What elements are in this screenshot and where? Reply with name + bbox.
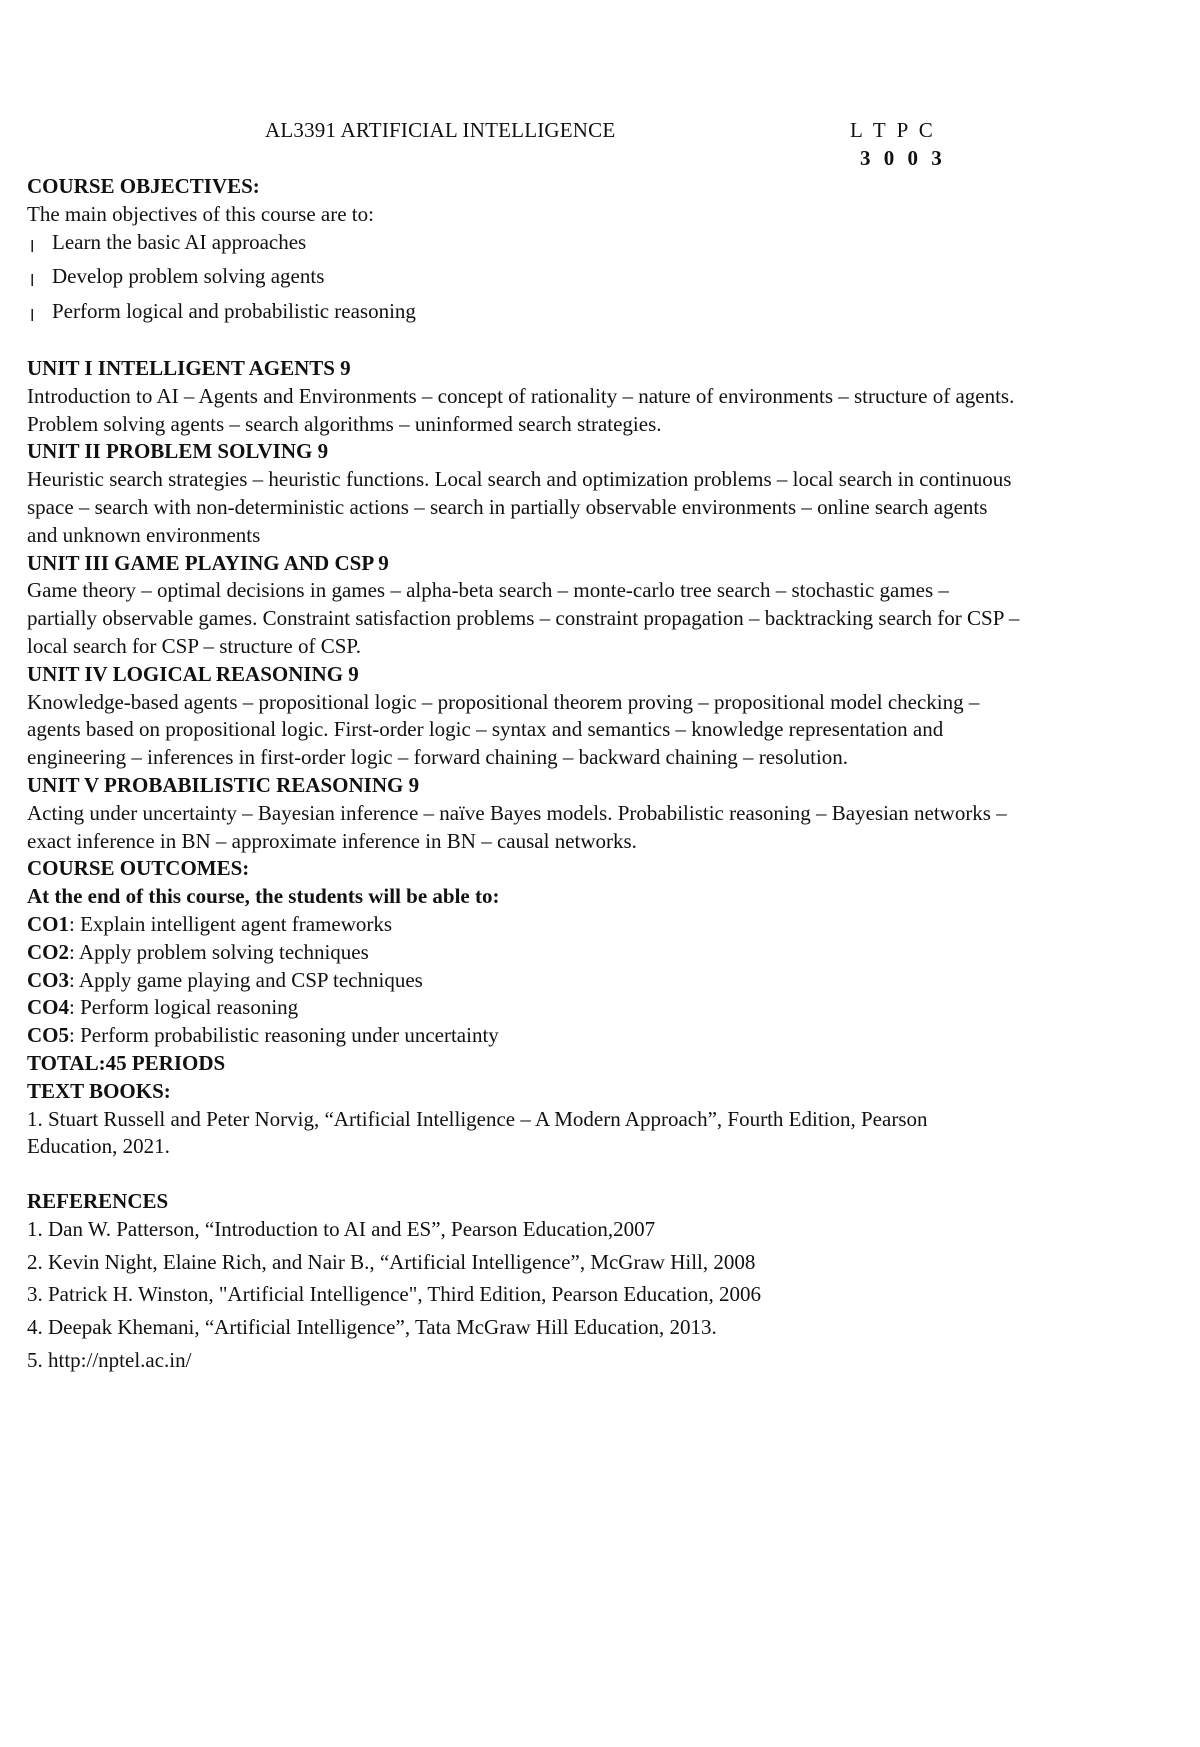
unit-2-heading: UNIT II PROBLEM SOLVING 9 <box>27 439 329 464</box>
bullet-icon: l <box>30 236 35 256</box>
course-header <box>0 118 1200 178</box>
unit-line: agents based on propositional logic. First-order logic – syntax and semantics – knowledge representation and <box>27 717 944 742</box>
reference-item: 1. Dan W. Patterson, “Introduction to AI and ES”, Pearson Education,2007 <box>27 1216 656 1241</box>
outcome-code: CO4 <box>27 995 69 1020</box>
unit-line: Game theory – optimal decisions in games – alpha-beta search – monte-carlo tree search – stochastic games – <box>27 578 949 603</box>
unit-line: Problem solving agents – search algorithms – uninformed search strategies. <box>27 411 662 436</box>
objective-text: Develop problem solving agents <box>52 264 325 289</box>
objectives-heading: COURSE OBJECTIVES: <box>27 174 260 198</box>
syllabus-content <box>27 173 1177 1380</box>
outcome-text: : Explain intelligent agent frameworks <box>69 911 393 936</box>
spacer <box>27 333 1177 355</box>
unit-line: local search for CSP – structure of CSP. <box>27 633 362 658</box>
references-list <box>27 1216 1177 1375</box>
unit-line: and unknown environments <box>27 522 261 547</box>
objective-text: Learn the basic AI approaches <box>52 229 307 254</box>
unit-1-heading: UNIT I INTELLIGENT AGENTS 9 <box>27 355 351 380</box>
reference-item: 3. Patrick H. Winston, "Artificial Intelligence", Third Edition, Pearson Education, 2006 <box>27 1282 762 1307</box>
objective-item <box>27 229 1177 257</box>
unit-4-heading: UNIT IV LOGICAL REASONING 9 <box>27 661 359 686</box>
course-title: AL3391 ARTIFICIAL INTELLIGENCE <box>265 118 616 142</box>
unit-line: exact inference in BN – approximate inference in BN – causal networks. <box>27 828 637 853</box>
unit-line: partially observable games. Constraint satisfaction problems – constraint propagation – backtracking search for CSP – <box>27 606 1020 631</box>
objective-item <box>27 263 1177 291</box>
unit-line: space – search with non-deterministic actions – search in partially observable environments – online search agents <box>27 494 988 519</box>
outcome-item <box>27 939 1177 967</box>
objective-item <box>27 298 1177 326</box>
unit-5-body <box>27 800 1177 856</box>
ltpc-label: L T P C <box>850 118 936 142</box>
outcome-item <box>27 1022 1177 1050</box>
objectives-intro: The main objectives of this course are to: <box>27 201 374 226</box>
objective-text: Perform logical and probabilistic reasoning <box>52 299 416 324</box>
outcome-text: : Perform probabilistic reasoning under uncertainty <box>69 1023 499 1048</box>
unit-line: Introduction to AI – Agents and Environments – concept of rationality – nature of environments – structure of agents. <box>27 383 1015 408</box>
unit-line: engineering – inferences in first-order logic – forward chaining – backward chaining – resolution. <box>27 745 849 770</box>
textbooks-heading: TEXT BOOKS: <box>27 1078 171 1103</box>
unit-3-body <box>27 577 1177 660</box>
textbook-line: 1. Stuart Russell and Peter Norvig, “Artificial Intelligence – A Modern Approach”, Fourth Edition, Pearson <box>27 1106 928 1131</box>
unit-5-heading: UNIT V PROBABILISTIC REASONING 9 <box>27 772 420 797</box>
outcome-item <box>27 967 1177 995</box>
outcome-text: : Apply problem solving techniques <box>69 939 369 964</box>
textbook-line: Education, 2021. <box>27 1134 170 1159</box>
references-heading: REFERENCES <box>27 1189 169 1214</box>
bullet-icon: l <box>30 306 35 326</box>
outcome-code: CO5 <box>27 1023 69 1048</box>
objectives-list <box>27 229 1177 326</box>
unit-line: Knowledge-based agents – propositional logic – propositional theorem proving – propositional model checking – <box>27 689 980 714</box>
bullet-icon: l <box>30 271 35 291</box>
outcome-item <box>27 911 1177 939</box>
outcome-code: CO3 <box>27 967 69 992</box>
outcome-code: CO2 <box>27 939 69 964</box>
unit-1-body <box>27 383 1177 439</box>
reference-item: 2. Kevin Night, Elaine Rich, and Nair B., “Artificial Intelligence”, McGraw Hill, 2008 <box>27 1249 756 1274</box>
reference-link[interactable]: 5. http://nptel.ac.in/ <box>27 1348 192 1373</box>
outcome-text: : Apply game playing and CSP techniques <box>69 967 423 992</box>
unit-line: Heuristic search strategies – heuristic functions. Local search and optimization problems – local search in continuous <box>27 467 1012 492</box>
unit-4-body <box>27 689 1177 772</box>
outcomes-intro: At the end of this course, the students will be able to: <box>27 884 500 909</box>
ltpc-values: 3 0 0 3 <box>860 146 946 170</box>
reference-item: 4. Deepak Khemani, “Artificial Intelligence”, Tata McGraw Hill Education, 2013. <box>27 1315 717 1340</box>
outcome-code: CO1 <box>27 911 69 936</box>
outcome-item <box>27 994 1177 1022</box>
outcome-text: : Perform logical reasoning <box>69 995 299 1020</box>
unit-line: Acting under uncertainty – Bayesian inference – naïve Bayes models. Probabilistic reasoning – Bayesian networks – <box>27 800 1007 825</box>
unit-2-body <box>27 466 1177 549</box>
spacer <box>27 1161 1177 1188</box>
unit-3-heading: UNIT III GAME PLAYING AND CSP 9 <box>27 550 389 575</box>
total-periods: TOTAL:45 PERIODS <box>27 1050 226 1075</box>
outcomes-heading: COURSE OUTCOMES: <box>27 856 250 881</box>
